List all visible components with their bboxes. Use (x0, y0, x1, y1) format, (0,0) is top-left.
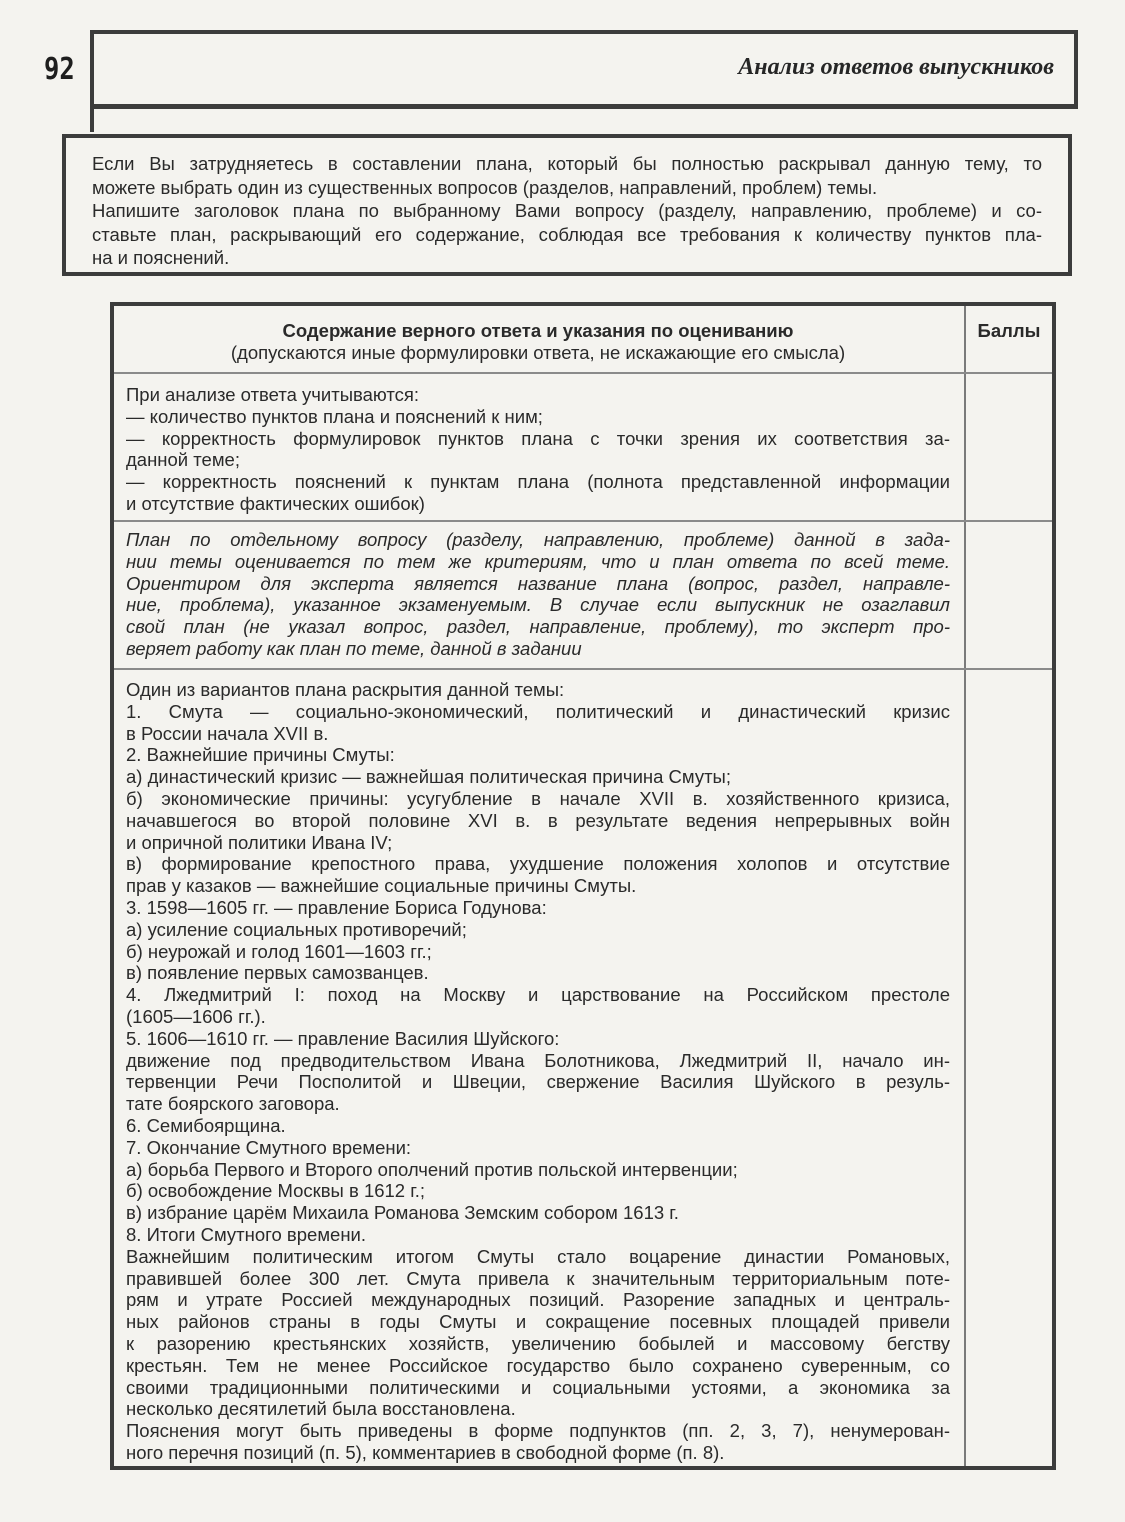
text-line: в России начала XVII в. (126, 722, 329, 744)
text-line: в) избрание царём Михаила Романова Земским собором 1613 г. (126, 1202, 679, 1224)
text-line: Один из вариантов плана раскрытия данной темы: (126, 679, 565, 700)
column-divider (964, 306, 966, 1466)
text-line: свой план (не указал вопрос, раздел, направление, проблему), то эксперт про- (126, 616, 950, 638)
row-divider (114, 668, 1052, 670)
text-line: — корректность формулировок пунктов плана с точки зрения их соответствия за- (126, 427, 950, 449)
table-header-row (114, 306, 964, 372)
text-line: движение под предводительством Ивана Болотникова, Лжедмитрий II, начало ин- (126, 1049, 950, 1071)
score-column-title: Баллы (977, 320, 1041, 341)
header-divider (90, 104, 94, 132)
text-line: ние, проблема), указанное экзаменуемым. В случае если выпускник не озаглавил (126, 594, 950, 616)
text-line: и опричной политики Ивана IV; (126, 831, 393, 853)
text-line: 4. Лжедмитрий I: поход на Москву и царствование на Российском престоле (126, 984, 950, 1006)
text-line: начавшегося во второй половине XVI в. в результате ведения непрерывных войн (126, 809, 950, 831)
instructions-line: можете выбрать один из существенных вопросов (разделов, направлений, проблем) темы. (92, 176, 878, 198)
instructions-box (62, 134, 1072, 276)
text-line: 6. Семибоярщина. (126, 1114, 286, 1136)
text-line: веряет работу как план по теме, данной в задании (126, 637, 582, 659)
instructions-line: ставьте план, раскрывающий его содержание, соблюдая все требования к количеству пунктов пла- (92, 223, 1042, 245)
page-number: 92 (44, 52, 75, 87)
section-header (90, 30, 1078, 109)
instructions-line: Напишите заголовок плана по выбранному Вами вопросу (разделу, направлению, проблеме) и со- (92, 200, 1042, 221)
text-line: крестьян. Тем не менее Российское государство было сохранено суверенным, со (126, 1354, 950, 1376)
content-column-subtitle: (допускаются иные формулировки ответа, не искажающие его смысла) (230, 341, 846, 363)
text-line: 7. Окончание Смутного времени: (126, 1136, 412, 1158)
text-line: рям и утрате Россией международных позиций. Разорение западных и централь- (126, 1289, 950, 1311)
text-line: к разорению крестьянских хозяйств, увеличению бобылей и массовому бегству (126, 1332, 950, 1354)
grading-table (110, 302, 1056, 1470)
text-line: а) борьба Первого и Второго ополчений против польской интервенции; (126, 1158, 738, 1180)
row-divider (114, 372, 1052, 374)
text-line: тате боярского заговора. (126, 1093, 340, 1115)
instructions-line: Если Вы затрудняетесь в составлении плана, который бы полностью раскрывал данную тему, то (92, 153, 1042, 174)
text-line: прав у казаков — важнейшие социальные причины Смуты. (126, 875, 637, 897)
text-line: и отсутствие фактических ошибок) (126, 492, 425, 514)
text-line: 5. 1606—1610 гг. — правление Василия Шуйского: (126, 1027, 560, 1049)
text-line: в) появление первых самозванцев. (126, 962, 429, 984)
text-line: При анализе ответа учитываются: (126, 384, 420, 405)
content-column-title: Содержание верного ответа и указания по оцениванию (282, 320, 794, 341)
text-line: ных районов страны в годы Смуты и сокращение посевных площадей привели (126, 1311, 950, 1333)
text-line: нии темы оценивается по тем же критериям, что и план ответа по всей теме. (126, 550, 950, 572)
section-title: Анализ ответов выпускников (738, 54, 1054, 80)
note-row (114, 529, 964, 660)
text-line: — корректность пояснений к пунктам плана (полнота представленной информации (126, 471, 950, 493)
text-line: ного перечня позиций (п. 5), комментариев в свободной форме (п. 8). (126, 1441, 725, 1463)
criteria-row (114, 384, 964, 515)
text-line: а) династический кризис — важнейшая политическая причина Смуты; (126, 766, 731, 788)
text-line: Важнейшим политическим итогом Смуты стало воцарение династии Романовых, (126, 1245, 950, 1267)
instructions-line: на и пояснений. (92, 247, 230, 268)
text-line: данной теме; (126, 449, 240, 471)
text-line: б) экономические причины: усугубление в начале XVII в. хозяйственного кризиса, (126, 787, 950, 809)
text-line: б) освобождение Москвы в 1612 г.; (126, 1180, 426, 1202)
text-line: 3. 1598—1605 гг. — правление Бориса Годунова: (126, 896, 547, 918)
text-line: несколько десятилетий была восстановлена. (126, 1398, 516, 1420)
text-line: (1605—1606 гг.). (126, 1005, 266, 1027)
row-divider (114, 520, 1052, 522)
text-line: правившей более 300 лет. Смута привела к значительным территориальным поте- (126, 1267, 950, 1289)
text-line: своими традиционными политическими и социальными устоями, а экономика за (126, 1376, 950, 1398)
text-line: б) неурожай и голод 1601—1603 гг.; (126, 940, 432, 962)
text-line: тервенции Речи Посполитой и Швеции, свержение Василия Шуйского в резуль- (126, 1071, 950, 1093)
text-line: 2. Важнейшие причины Смуты: (126, 744, 395, 766)
text-line: Пояснения могут быть приведены в форме подпунктов (пп. 2, 3, 7), ненумерован- (126, 1420, 950, 1442)
plan-row (114, 679, 964, 1464)
text-line: — количество пунктов плана и пояснений к ним; (126, 405, 543, 427)
text-line: 8. Итоги Смутного времени. (126, 1223, 367, 1245)
text-line: 1. Смута — социально-экономический, политический и династический кризис (126, 700, 950, 722)
text-line: в) формирование крепостного права, ухудшение положения холопов и отсутствие (126, 853, 950, 875)
text-line: Ориентиром для эксперта является название плана (вопрос, раздел, направле- (126, 572, 950, 594)
text-line: а) усиление социальных противоречий; (126, 918, 467, 940)
text-line: План по отдельному вопросу (разделу, направлению, проблеме) данной в зада- (126, 529, 950, 550)
